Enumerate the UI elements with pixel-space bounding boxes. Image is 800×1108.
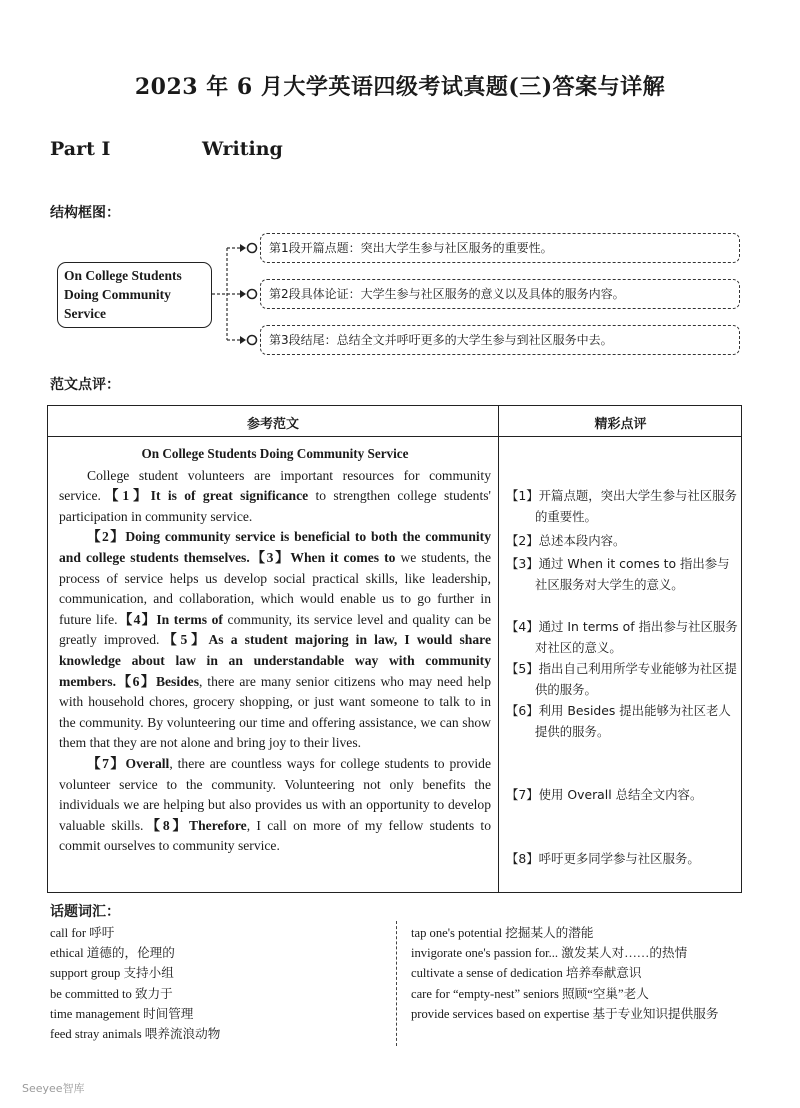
comment-6: 【6】利用 Besides 提出能够为社区老人提供的服务。 [506,703,731,739]
highlight-phrase: It is of great significance [150,488,309,504]
vocab-list-left [50,923,380,1044]
highlight-phrase: Besides [155,673,200,689]
vocab-item: invigorate one's passion for... 激发某人对……的热情 [411,946,688,961]
structure-diagram [55,228,745,358]
vocab-divider [396,921,397,1046]
col-header-essay: 参考范文 [246,417,299,432]
comment-4: 【4】通过 In terms of 指出参与社区服务对社区的意义。 [506,619,738,655]
vocab-item: tap one's potential 挖掘某人的潜能 [411,926,594,940]
highlight-phrase: When it comes to [290,549,396,565]
vocab-list-right [411,923,753,1024]
marker-3: 【3】 [249,549,291,565]
highlight-phrase: Overall [125,755,170,771]
marker-5: 【5】 [159,632,209,648]
header-rule [48,436,741,437]
page-title: 2023 年 6 月大学英语四级考试真题(三)答案与详解 [134,74,666,100]
comment-1: 【1】开篇点题，突出大学生参与社区服务的重要性。 [506,488,737,524]
highlight-phrase: Doing community service is beneficial to both the community and college students themselves. [59,529,491,565]
essay-table [47,405,742,893]
highlight-phrase: In terms of [156,611,223,627]
topic-box: On College Students Doing Community Service [57,262,212,328]
sentence: , there are countless ways for college students to provide volunteer service to the community. Volunteering not only benefits the individuals we are helping but also provides us with an opportunity to develop valuable skills. [59,755,491,833]
comment-5: 【5】指出自己利用所学专业能够为社区提供的服务。 [506,661,737,697]
sentence: , there are many senior citizens who may need help with household chores, grocery shopping, or just want someone to talk to in the community. By volunteering our time and offering assistance, we can show them that they are not alone and bring joy to their lives. [59,673,491,751]
sentence: to strengthen college students' participation in community service. [59,488,491,524]
sentence: College student volunteers are important resources for community service. [59,467,491,504]
vocab-item: care for “empty-nest” seniors 照顾“空巢”老人 [411,986,649,1001]
highlight-phrase: As a student majoring in law, I would share knowledge about law in an understandable way with community members. [59,632,491,689]
column-divider [498,406,499,892]
comment-8: 【8】呼吁更多同学参与社区服务。 [506,851,700,866]
marker-7: 【7】 [87,755,126,771]
essay-paragraph-2 [59,527,491,754]
vocab-item: ethical 道德的，伦理的 [50,946,175,961]
vocab-item: provide services based on expertise 基于专业知识提供服务 [411,1006,719,1021]
sentence: we students, the process of service helps us develop social practical skills, like leadership, communication, and collaboration, which would enable us to go further in future life. [59,549,491,627]
vocab-item: support group 支持小组 [50,966,174,981]
vocab-item: time management 时间管理 [50,1006,194,1021]
sample-essay [59,444,491,857]
paragraph-2-box: 第2段具体论证：大学生参与社区服务的意义以及具体的服务内容。 [260,279,740,309]
marker-1: 【1】 [100,488,151,504]
part-heading [50,138,283,160]
comment-7: 【7】使用 Overall 总结全文内容。 [506,787,703,802]
vocab-heading: 话题词汇： [50,904,120,920]
sentence: community, its service level and quality can be greatly improved. [59,611,491,648]
essay-title: On College Students Doing Community Service [141,446,409,461]
vocab-item: be committed to 致力于 [50,986,173,1001]
vocab-item: feed stray animals 喂养流浪动物 [50,1027,221,1042]
essay-paragraph-3 [59,754,491,857]
paragraph-1-box: 第1段开篇点题：突出大学生参与社区服务的重要性。 [260,233,740,263]
comment-2: 【2】总述本段内容。 [506,533,626,548]
vocab-item: cultivate a sense of dedication 培养奉献意识 [411,966,642,981]
comment-3: 【3】通过 When it comes to 指出参与社区服务对大学生的意义。 [506,556,730,592]
marker-2: 【2】 [87,529,126,545]
sentence: , I call on more of my fellow students to commit ourselves to community service. [59,817,491,854]
part-number: Part Ⅰ [50,138,111,160]
col-header-comment: 精彩点评 [594,417,647,432]
structure-heading: 结构框图： [50,205,120,221]
vocab-item: call for 呼吁 [50,926,115,940]
marker-4: 【4】 [117,611,157,627]
part-title: Writing [202,138,283,160]
highlight-phrase: Therefore [189,817,247,833]
marker-8: 【8】 [143,817,190,833]
review-heading: 范文点评： [50,377,120,393]
marker-6: 【6】 [116,673,156,689]
paragraph-3-box: 第3段结尾：总结全文并呼吁更多的大学生参与到社区服务中去。 [260,325,740,355]
essay-paragraph-1 [59,466,491,528]
watermark: Seeyee智库 [22,1082,85,1095]
